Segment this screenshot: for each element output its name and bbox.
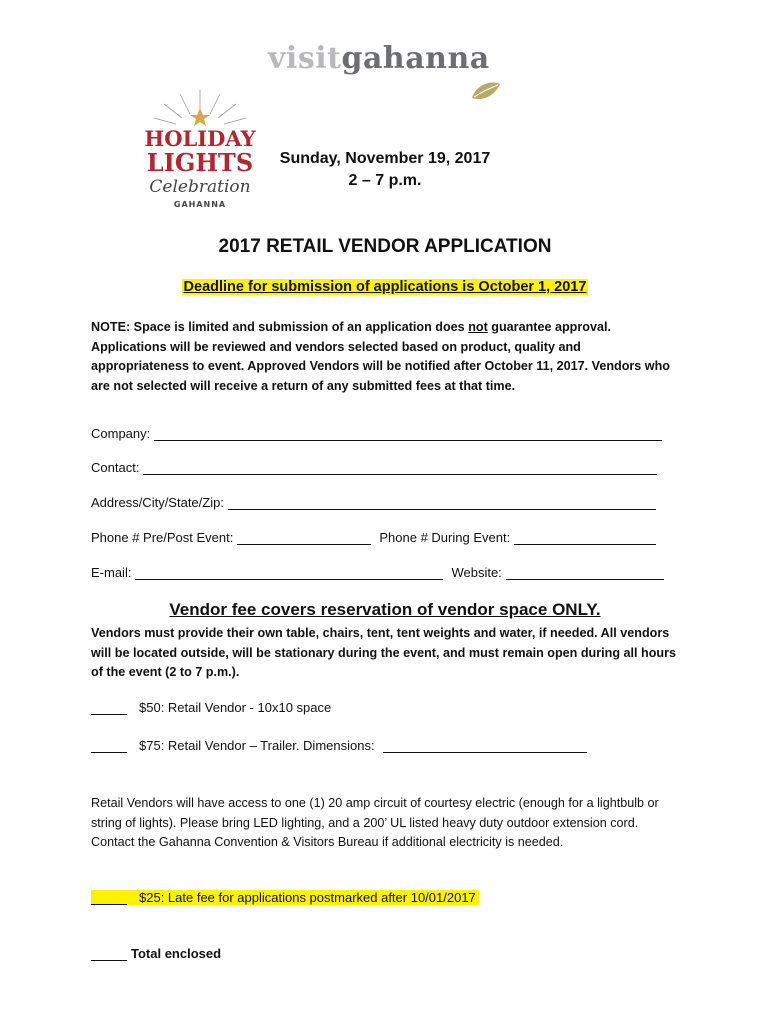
late-fee-row [91,890,479,905]
event-date: Sunday, November 19, 2017 [279,150,491,167]
option-1-blank[interactable] [91,700,127,715]
option-1-label: $50: Retail Vendor - 10x10 space [139,700,332,715]
phone-field-row [91,530,656,545]
visitgahanna-logo [268,41,490,76]
note-prefix: NOTE: Space is limited and submission of an application does [91,320,469,334]
late-fee-highlight [91,890,479,905]
option-2-blank[interactable] [91,738,127,753]
note-emphasis: not [468,320,488,334]
note-paragraph [91,318,681,396]
late-fee-blank[interactable] [91,890,127,905]
leaf-icon [470,80,502,102]
deadline-text: Deadline for submission of applications is October 1, 2017 [183,279,587,295]
note-suffix: guarantee approval. Applications will be reviewed and vendors selected based on product, quality and appropriateness to event. Approved Vendors will be notified after October 11, 2017. Vendors who are not selected will receive a return of any submitted fees at that time. [91,320,670,393]
total-row [91,946,221,961]
option-2-label: $75: Retail Vendor – Trailer. Dimensions: [139,738,375,753]
late-fee-label: $25: Late fee for applications postmarked after 10/01/2017 [139,890,476,905]
phone-during-input-line[interactable] [514,530,656,545]
contact-label: Contact: [91,460,140,475]
address-field [91,495,656,510]
email-label: E-mail: [91,565,132,580]
phone-during-label: Phone # During Event: [379,530,511,545]
logo-lights-text: LIGHTS [146,148,254,177]
option-trailer-vendor [91,738,587,753]
trailer-dimensions-input-line[interactable] [383,738,587,753]
website-label: Website: [451,565,502,580]
address-input-line[interactable] [228,495,656,510]
option-retail-vendor [91,700,331,715]
page-title: 2017 RETAIL VENDOR APPLICATION [218,236,552,257]
contact-input-line[interactable] [143,460,657,475]
email-website-row [91,565,664,580]
logo-celebration-text: Celebration [149,177,251,197]
logo-gahanna-text: GAHANNA [173,200,227,209]
phone-pre-input-line[interactable] [237,530,371,545]
company-input-line[interactable] [154,426,662,441]
deadline-banner [0,278,770,296]
contact-field [91,460,657,475]
brand-part-1: visit [268,41,342,76]
phone-pre-label: Phone # Pre/Post Event: [91,530,234,545]
total-blank[interactable] [91,946,127,961]
website-input-line[interactable] [506,565,664,580]
fee-note: Vendors must provide their own table, chairs, tent, tent weights and water, if needed. All vendors will be located outside, will be stationary during the event, and must remain open during all hours of the event (2 to 7 p.m.). [91,626,676,679]
brand-part-2: gahanna [341,41,490,76]
logo-holiday-text: HOLIDAY [144,126,256,151]
company-field [91,426,662,441]
fee-heading: Vendor fee covers reservation of vendor space ONLY. [169,600,601,619]
electric-paragraph: Retail Vendors will have access to one (1) 20 amp circuit of courtesy electric (enough for a lightbulb or string of lights). Please bring LED lighting, and a 200’ UL listed heavy duty outdoor extension cord. Contact the Gahanna Convention & Visitors Bureau if additional electricity is needed. [91,796,659,849]
event-time: 2 – 7 p.m. [348,172,422,189]
company-label: Company: [91,426,151,441]
total-label: Total enclosed [131,946,222,961]
email-input-line[interactable] [135,565,443,580]
address-label: Address/City/State/Zip: [91,495,224,510]
